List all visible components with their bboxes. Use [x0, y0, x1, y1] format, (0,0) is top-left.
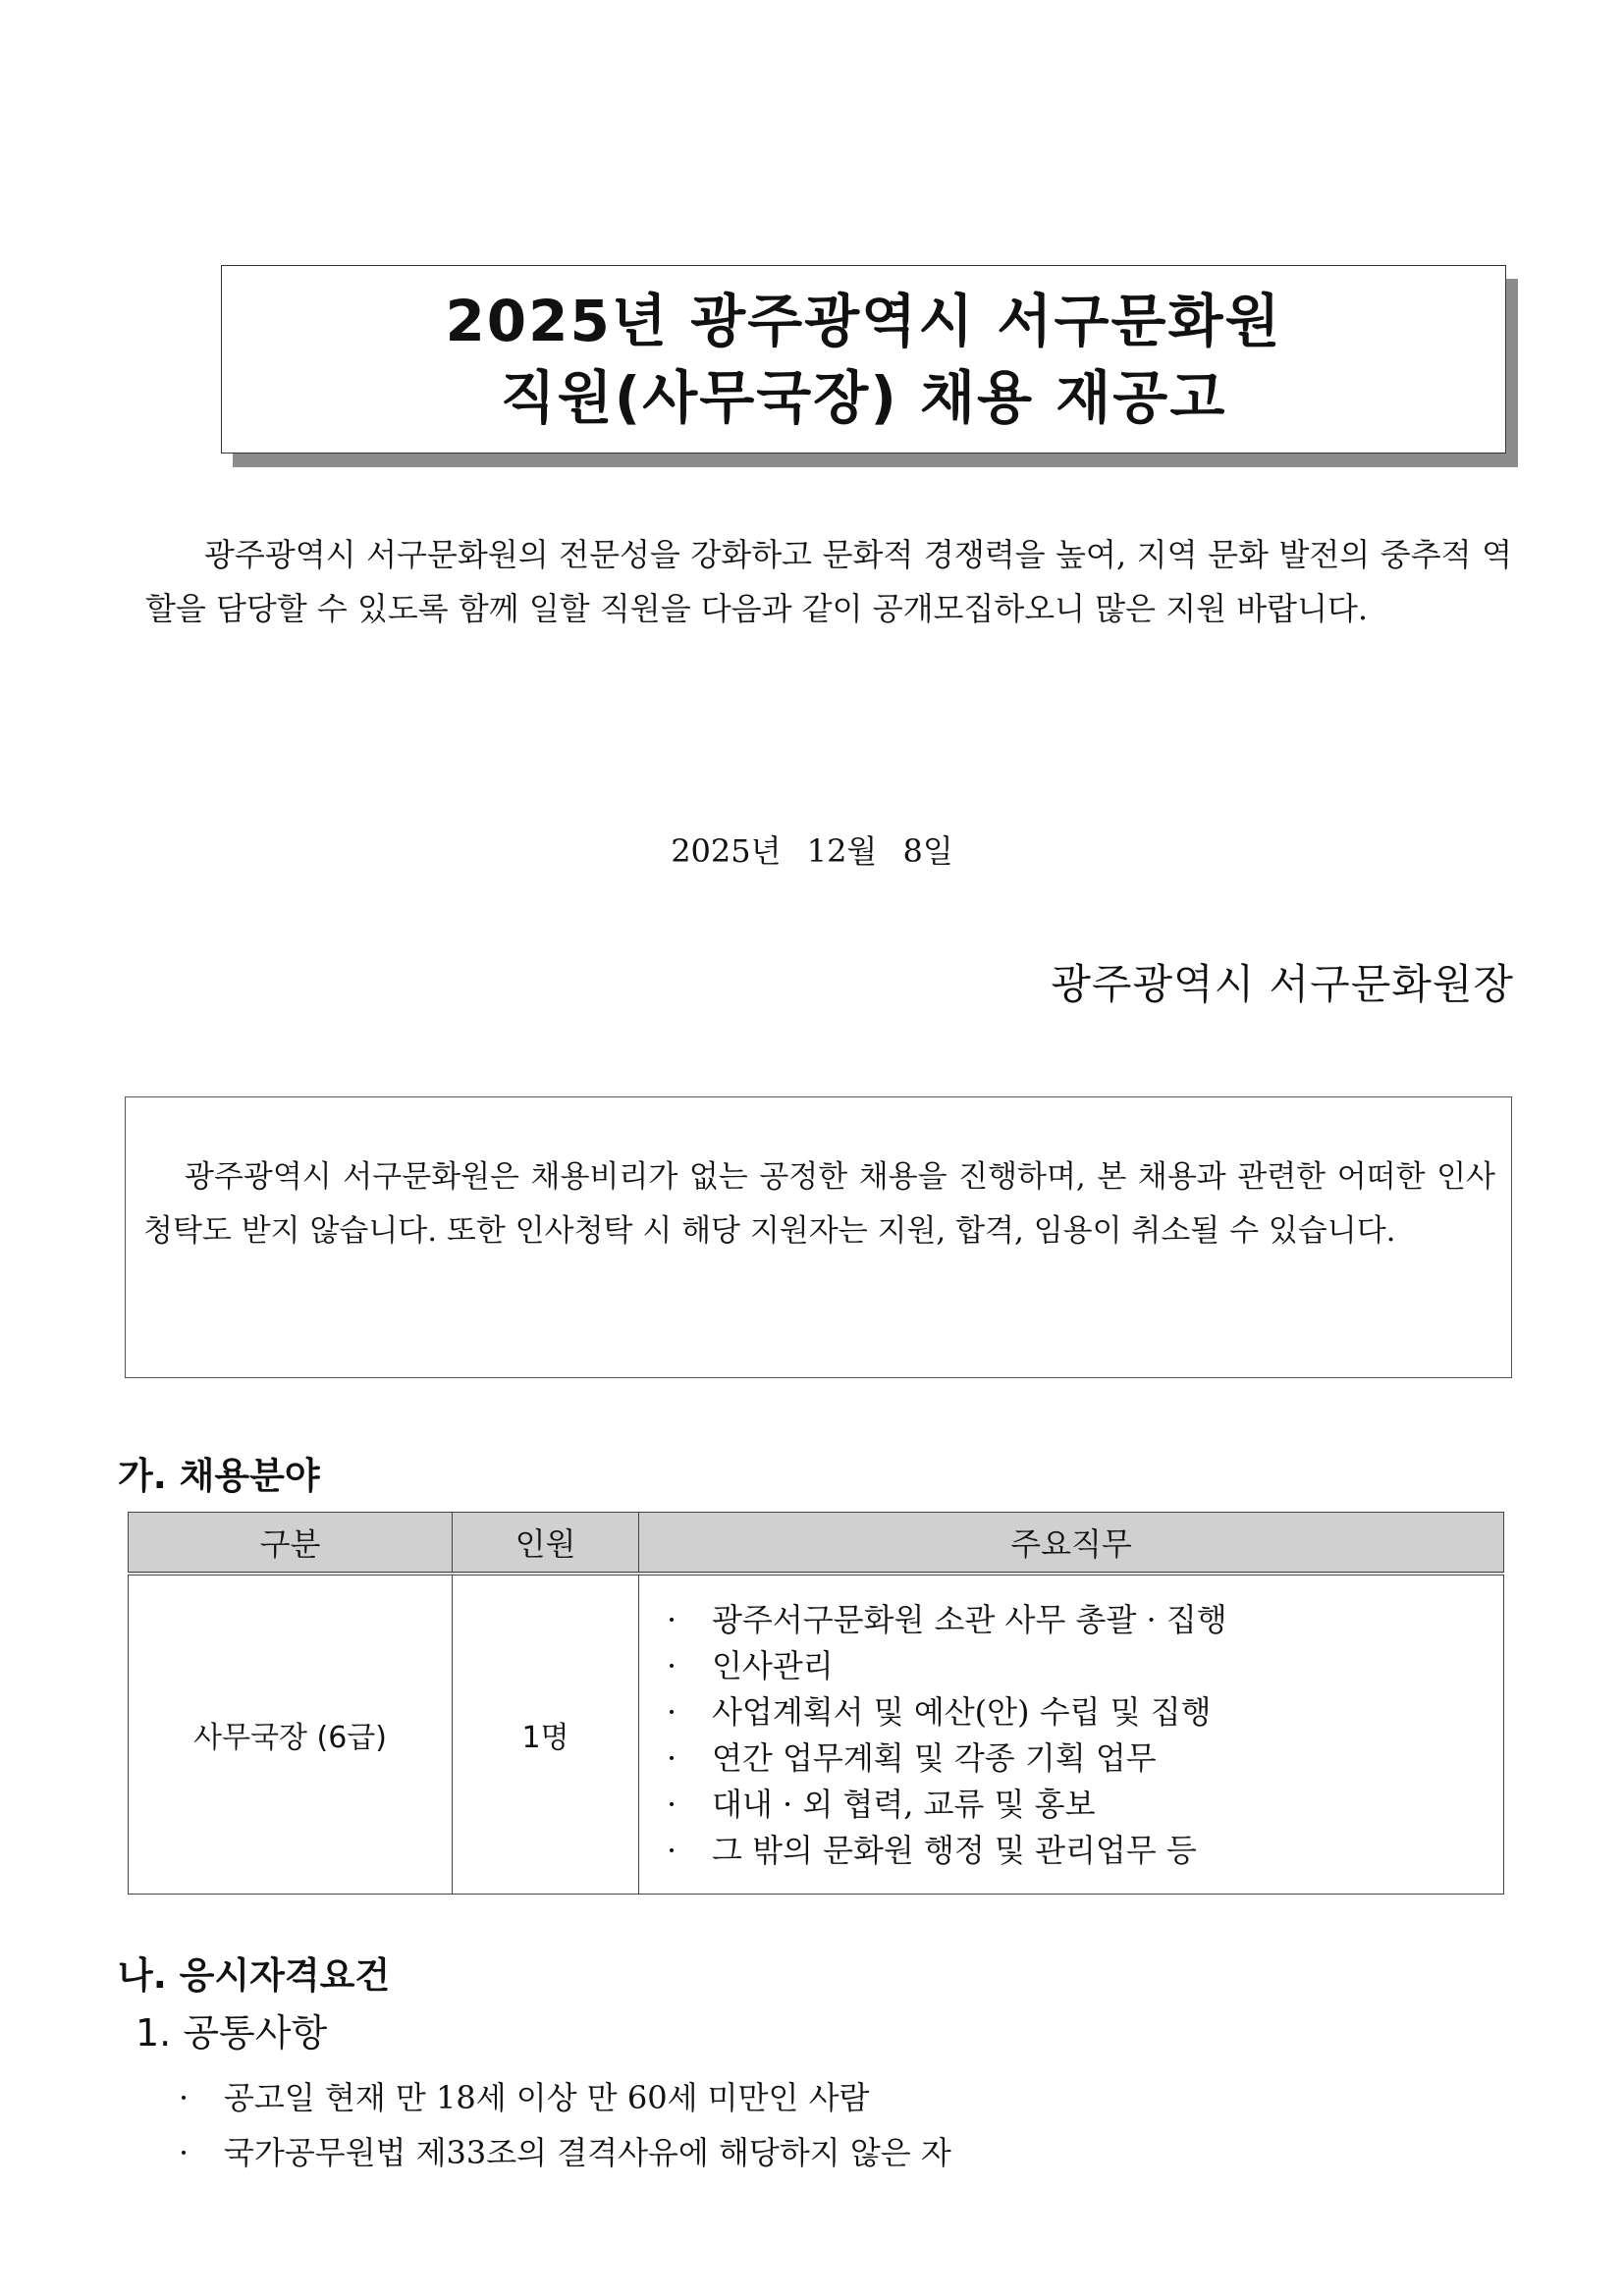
- issuer-signature: 광주광역시 서구문화원장: [1051, 960, 1514, 1008]
- intro-text: 광주광역시 서구문화원의 전문성을 강화하고 문화적 경쟁력을 높여, 지역 문화 발전의 중추적 역할을 담당할 수 있도록 함께 일할 직원을 다음과 같이 공개모집하오니 많은 지원 바랍니다.: [145, 536, 1512, 627]
- section-heading-recruitment-field: 가. 채용분야: [118, 1455, 320, 1497]
- recruitment-table: [128, 1512, 1504, 1895]
- document-title-line-1: 2025년 광주광역시 서구문화원: [445, 288, 1282, 354]
- fair-hiring-notice-box: [125, 1096, 1512, 1378]
- sub-heading-common: 1. 공통사항: [135, 2011, 328, 2055]
- header-category: 구분: [129, 1513, 453, 1575]
- duty-item: · 그 밖의 문화원 행정 및 관리업무 등: [667, 1828, 1503, 1874]
- bullet-dot: ·: [667, 1693, 677, 1731]
- bullet-dot: ·: [667, 1786, 677, 1823]
- notice-text: 광주광역시 서구문화원은 채용비리가 없는 공정한 채용을 진행하며, 본 채용과 관련한 어떠한 인사 청탁도 받지 않습니다. 또한 인사청탁 시 해당 지원자는 지원, 합격, 임용이 취소될 수 있습니다.: [143, 1159, 1495, 1249]
- duty-item: · 연간 업무계획 및 각종 기획 업무: [667, 1735, 1503, 1782]
- bullet-dot: ·: [667, 1647, 677, 1684]
- document-title-line-2: 직원(사무국장) 채용 재공고: [500, 364, 1227, 431]
- duty-item: · 광주서구문화원 소관 사무 총괄 · 집행: [667, 1597, 1503, 1643]
- table-row: [129, 1574, 1504, 1895]
- cell-headcount: 1명: [453, 1574, 639, 1895]
- section-heading-eligibility: 나. 응시자격요건: [118, 1954, 391, 1997]
- requirement-item: · 국가공무원법 제33조의 결격사유에 해당하지 않은 자: [179, 2134, 951, 2171]
- intro-paragraph: [145, 528, 1512, 636]
- bullet-dot: ·: [667, 1832, 677, 1869]
- bullet-dot: ·: [179, 2079, 189, 2116]
- cell-duties: [639, 1574, 1504, 1895]
- fair-hiring-notice: [143, 1150, 1495, 1258]
- duty-item: · 대내 · 외 협력, 교류 및 홍보: [667, 1782, 1503, 1828]
- header-headcount: 인원: [453, 1513, 639, 1575]
- bullet-dot: ·: [667, 1739, 677, 1777]
- bullet-dot: ·: [667, 1601, 677, 1638]
- table-header-row: [129, 1513, 1504, 1575]
- header-main-duties: 주요직무: [639, 1513, 1504, 1575]
- duty-item: · 인사관리: [667, 1643, 1503, 1689]
- cell-position: 사무국장 (6급): [129, 1574, 453, 1895]
- requirement-item: · 공고일 현재 만 18세 이상 만 60세 미만인 사람: [179, 2079, 870, 2116]
- bullet-dot: ·: [179, 2134, 189, 2171]
- title-box: [221, 265, 1506, 454]
- duty-item: · 사업계획서 및 예산(안) 수립 및 집행: [667, 1689, 1503, 1735]
- announcement-date: 2025년 12월 8일: [671, 832, 953, 870]
